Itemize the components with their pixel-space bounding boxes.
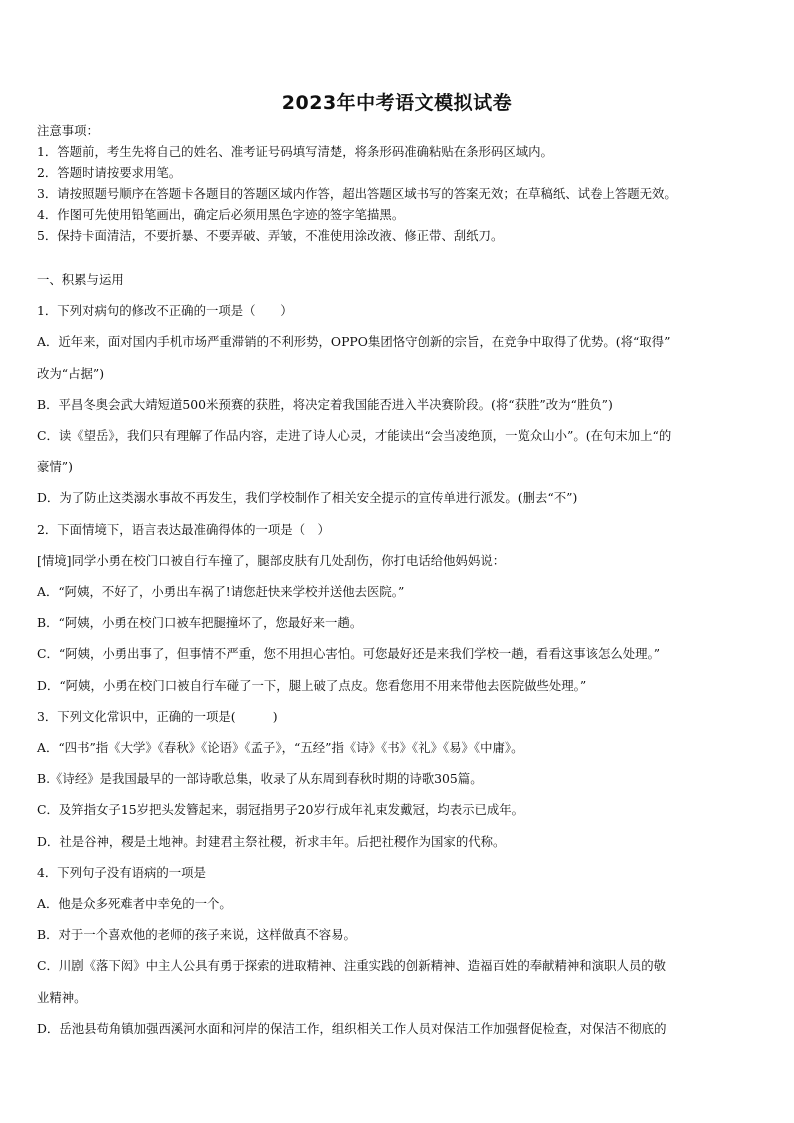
question-stem: 1．下列对病句的修改不正确的一项是（ ）	[37, 303, 293, 319]
notes-item: 3．请按照题号顺序在答题卡各题目的答题区域内作答，超出答题区域书写的答案无效；在草稿纸、试卷上答题无效。	[37, 186, 677, 201]
option-c: C．及笄指女子15岁把头发簪起来，弱冠指男子20岁行成年礼束发戴冠，均表示已成年。	[37, 802, 525, 818]
option-c-continued: 业精神。	[37, 989, 87, 1005]
option-b: B．对于一个喜欢他的老师的孩子来说，这样做真不容易。	[37, 927, 356, 943]
option-d: D．社是谷神，稷是土地神。封建君主祭社稷，祈求丰年。后把社稷作为国家的代称。	[37, 833, 506, 849]
scenario-text: [情境]同学小勇在校门口被自行车撞了，腿部皮肤有几处刮伤，你打电话给他妈妈说：	[37, 552, 506, 568]
option-b: B．“阿姨，小勇在校门口被车把腿撞坏了，您最好来一趟。	[37, 615, 363, 631]
section-heading: 一、积累与运用	[37, 272, 124, 287]
question-body	[37, 264, 767, 1044]
option-a: A．近年来，面对国内手机市场严重滞销的不利形势，OPPO集团恪守创新的宗旨，在竞争中取得了优势。(将“取得”	[37, 334, 671, 350]
page-title: 2023年中考语文模拟试卷	[281, 92, 513, 114]
option-c: C．读《望岳》，我们只有理解了作品内容，走进了诗人心灵，才能读出“会当凌绝顶，一览众山小”。(在句末加上“的	[37, 428, 672, 444]
option-d: D．“阿姨，小勇在校门口被自行车碰了一下，腿上破了点皮。您看您用不用来带他去医院做些处理。”	[37, 677, 587, 693]
option-a-continued: 改为“占据”)	[37, 365, 105, 381]
question-stem: 3．下列文化常识中，正确的一项是( )	[37, 708, 278, 724]
option-a: A．他是众多死难者中幸免的一个。	[37, 896, 232, 912]
option-c-continued: 豪情”)	[37, 459, 73, 475]
option-b: B．平昌冬奥会武大靖短道500米预赛的获胜，将决定着我国能否进入半决赛阶段。(将“获胜”改为“胜负”)	[37, 396, 613, 412]
option-a: A．“四书”指《大学》《春秋》《论语》《孟子》，“五经”指《诗》《书》《礼》《易》《中庸》。	[37, 740, 524, 756]
notes-item: 1．答题前，考生先将自己的姓名、准考证号码填写清楚，将条形码准确粘贴在条形码区域内。	[37, 144, 553, 159]
notes-heading: 注意事项：	[37, 123, 99, 138]
option-b: B.《诗经》是我国最早的一部诗歌总集，收录了从东周到春秋时期的诗歌305篇。	[37, 771, 483, 787]
question-stem: 2．下面情境下，语言表达最准确得体的一项是（ ）	[37, 521, 330, 537]
option-c: C．“阿姨，小勇出事了，但事情不严重，您不用担心害怕。可您最好还是来我们学校一趟，看看这事该怎么处理。”	[37, 646, 661, 662]
question-stem: 4．下列句子没有语病的一项是	[37, 864, 206, 880]
notes-block	[37, 120, 767, 246]
option-c: C．川剧《落下闳》中主人公具有勇于探索的进取精神、注重实践的创新精神、造福百姓的奉献精神和演职人员的敬	[37, 958, 667, 974]
notes-item: 5．保持卡面清洁，不要折暴、不要弄破、弄皱，不准使用涂改液、修正带、刮纸刀。	[37, 228, 504, 243]
option-d: D．为了防止这类溺水事故不再发生，我们学校制作了相关安全提示的宣传单进行派发。(删去“不”)	[37, 490, 578, 506]
notes-item: 2．答题时请按要求用笔。	[37, 165, 182, 180]
notes-item: 4．作图可先使用铅笔画出，确定后必须用黑色字迹的签字笔描黑。	[37, 207, 405, 222]
option-d: D．岳池县苟角镇加强西溪河水面和河岸的保洁工作，组织相关工作人员对保洁工作加强督促检查，对保洁不彻底的	[37, 1020, 667, 1036]
option-a: A．“阿姨，不好了，小勇出车祸了!请您赶快来学校并送他去医院。”	[37, 584, 405, 600]
